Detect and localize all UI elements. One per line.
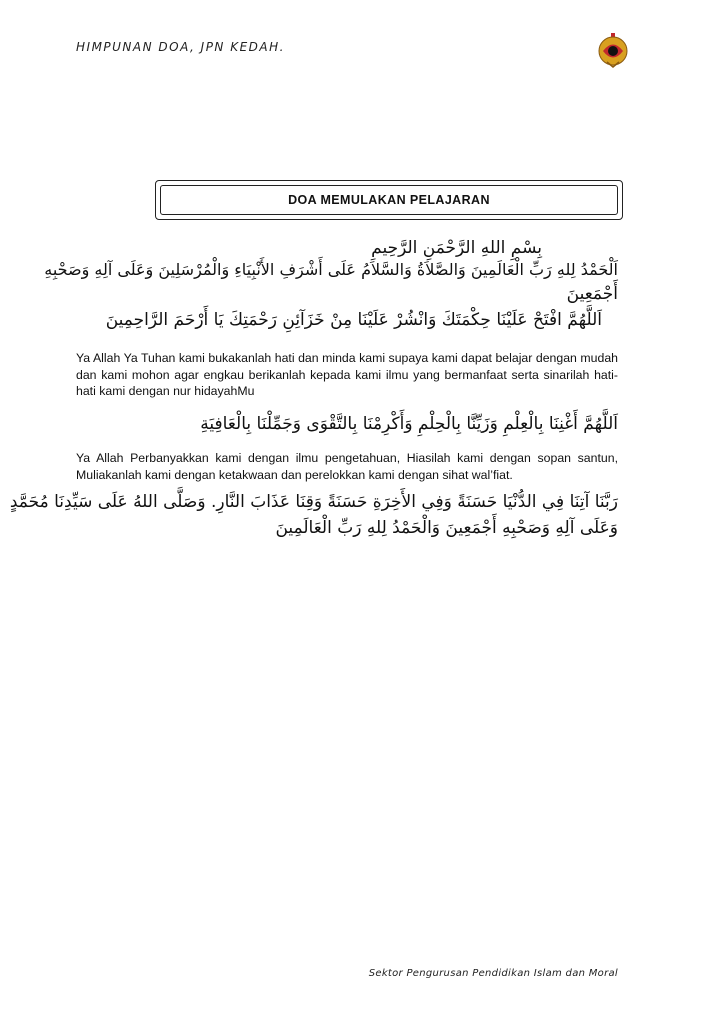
state-crest-icon bbox=[596, 32, 630, 68]
arabic-praise-line: اَلْحَمْدُ لِلهِ رَبِّ الْعَالَمِينَ وَالصَّلاَةُ وَالسَّلاَمُ عَلَى أَشْرَفِ الأَنْبِيَاءِ وَالْمُرْسَلِينَ وَعَلَى آلِهِ وَصَحْبِهِ bbox=[44, 260, 618, 279]
arabic-basmala: بِسْمِ اللهِ الرَّحْمَنِ الرَّحِيمِ bbox=[371, 238, 542, 258]
translation-paragraph-2: Ya Allah Perbanyakkan kami dengan ilmu pengetahuan, Hiasilah kami dengan sopan santun, Muliakanlah kami dengan ketakwaan dan perelokkan kami dengan sihat wal’fiat. bbox=[76, 451, 618, 482]
title-frame bbox=[155, 180, 623, 220]
translation-paragraph-1: Ya Allah Ya Tuhan kami bukakanlah hati dan minda kami supaya kami dapat belajar dengan mudah dan kami mohon agar engkau berikanlah kepada kami ilmu yang bermanfaat serta sinarilah hati-hati kami dengan nur hidayahMu bbox=[76, 351, 618, 398]
arabic-closing-line-2: وَعَلَى آلِهِ وَصَحْبِهِ أَجْمَعِينَ وَالْحَمْدُ لِلهِ رَبِّ الْعَالَمِينَ bbox=[275, 518, 618, 538]
arabic-praise-end: أَجْمَعِينَ bbox=[566, 284, 618, 304]
arabic-closing-line-1: رَبَّنَا آتِنَا فِي الدُّنْيَا حَسَنَةً وَفِي الأَخِرَةِ حَسَنَةً وَقِنَا عَذَابَ النَّارِ. وَصَلَّى اللهُ عَلَى سَيِّدِنَا مُحَمَّدٍ bbox=[9, 492, 618, 512]
arabic-opening-prayer: اَللَّهُمَّ افْتَحْ عَلَيْنَا حِكْمَتَكَ وَانْشُرْ عَلَيْنَا مِنْ خَزَآئِنِ رَحْمَتِكَ يَا أَرْحَمَ الرَّاحِمِينَ bbox=[105, 310, 602, 330]
document-footer: Sektor Pengurusan Pendidikan Islam dan Moral bbox=[368, 968, 618, 979]
arabic-knowledge-prayer: اَللَّهُمَّ أَغْنِنَا بِالْعِلْمِ وَزَيِّنَّا بِالْحِلْمِ وَأَكْرِمْنَا بِالتَّقْوَى وَجَمِّلْنَا بِالْعَافِيَةِ bbox=[200, 414, 618, 434]
page-title: DOA MEMULAKAN PELAJARAN bbox=[160, 185, 618, 215]
document-header: HIMPUNAN DOA, JPN KEDAH. bbox=[76, 40, 285, 54]
